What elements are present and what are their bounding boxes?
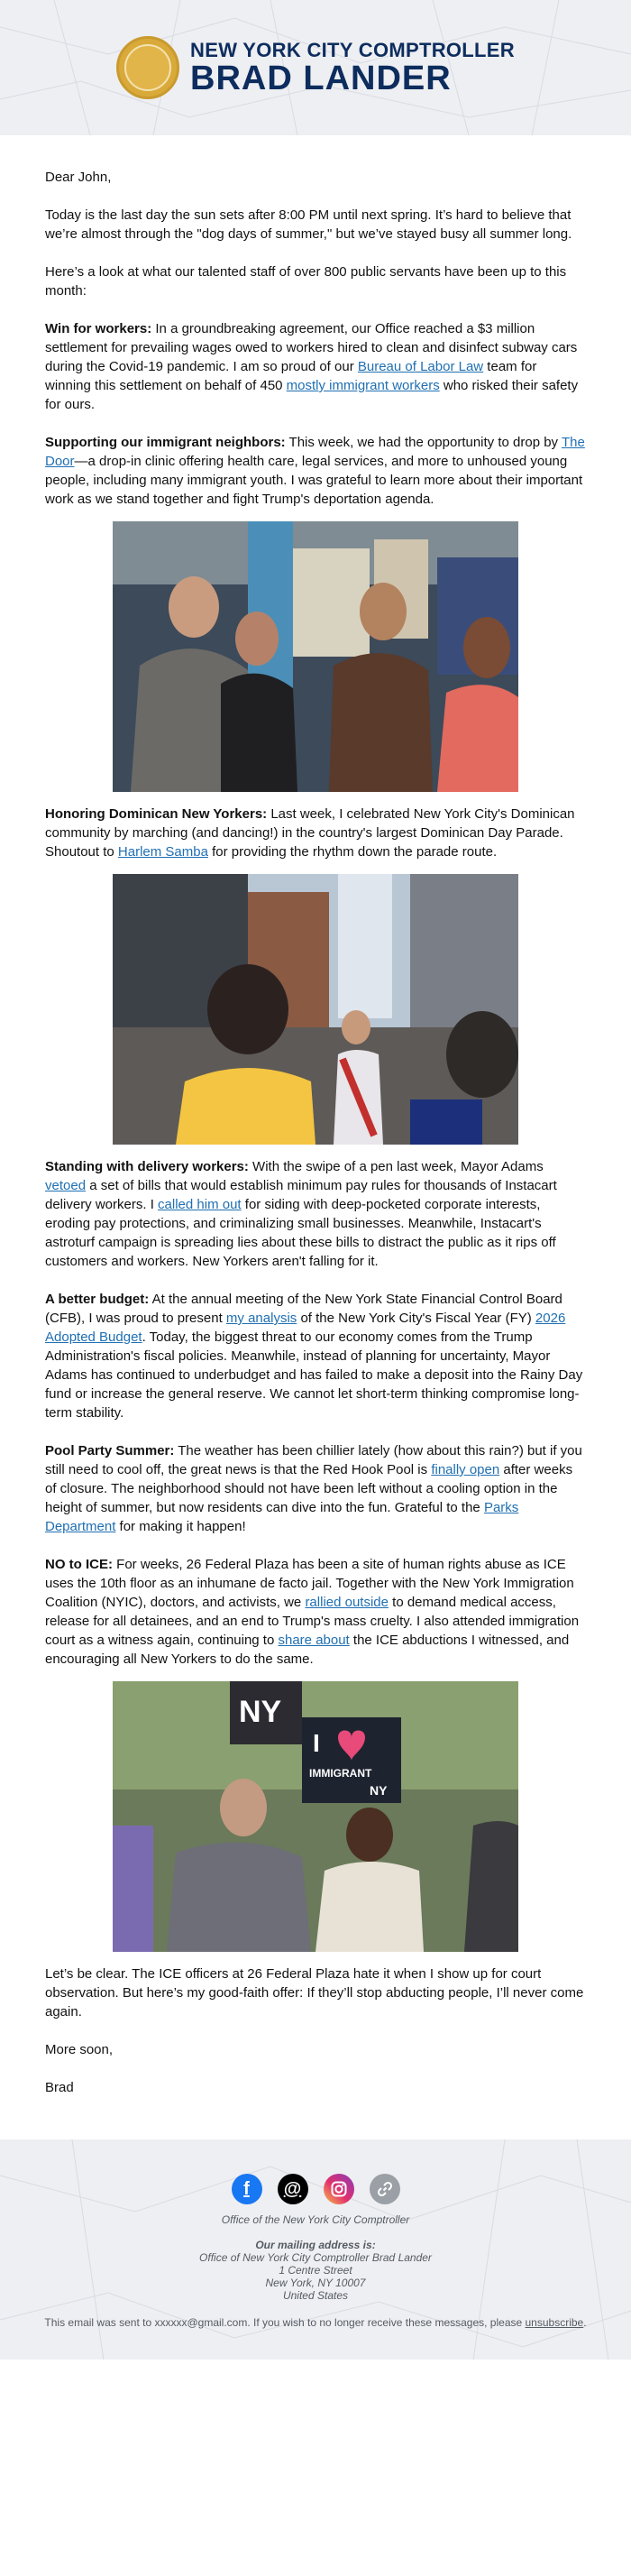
budget-paragraph (45, 1290, 586, 1422)
budget-text: of the New York City's Fiscal Year (FY) (297, 1311, 535, 1326)
rallied-outside-link[interactable]: rallied outside (305, 1595, 389, 1610)
ice-text: the ICE abductions I witnessed, and encouraging all New Yorkers to do the same. (45, 1633, 570, 1667)
ice-paragraph (45, 1555, 586, 1669)
footer-address-line: Office of New York City Comptroller Brad Lander (199, 2251, 432, 2264)
nyc-seal-logo (116, 36, 179, 99)
bureau-of-labor-law-link[interactable]: Bureau of Labor Law (357, 359, 484, 374)
dominican-paragraph (45, 805, 586, 861)
intro-paragraph-1: Today is the last day the sun sets after 8:00 PM until next spring. It’s hard to believe that we’re almost through the "dog days of summer," but we’ve stayed busy all summer long. (45, 207, 572, 242)
vetoed-link[interactable]: vetoed (45, 1178, 87, 1193)
pool-heading: Pool Party Summer: (45, 1443, 175, 1458)
parks-department-link[interactable]: Parks Department (45, 1500, 519, 1534)
footer-address-line: New York, NY 10007 (265, 2277, 366, 2289)
dominican-heading: Honoring Dominican New Yorkers: (45, 806, 268, 822)
my-analysis-link[interactable]: my analysis (225, 1311, 297, 1326)
unsubscribe-notice-end: . (583, 2316, 587, 2329)
delivery-text: With the swipe of a pen last week, Mayor Adams (248, 1159, 544, 1174)
delivery-heading: Standing with delivery workers: (45, 1159, 249, 1174)
email-header (0, 0, 631, 135)
greeting: Dear John, (45, 170, 112, 185)
immigrant-paragraph (45, 433, 586, 509)
photo-dominican-parade (113, 874, 518, 1145)
header-title-top: NEW YORK CITY COMPTROLLER (190, 39, 515, 61)
photo-federal-plaza-rally (113, 1681, 518, 1952)
budget-text: . Today, the biggest threat to our economy comes from the Trump Administration's fiscal policies. Meanwhile, instead of planning for uncertainty, Mayor Adams has continued to underbudget and has failed to make a deposit into the Rainy Day fund or increase the general reserve. We cannot let short-term thinking compromise long-term stability. (45, 1329, 583, 1421)
rally-sign-ny-text: NY (239, 1695, 282, 1729)
pool-paragraph (45, 1441, 586, 1536)
delivery-text: for siding with deep-pocketed corporate interests, eroding pay protections, and criminalizing small businesses. Meanwhile, Instacart's astroturf campaign is spreading lies about these bills to distract the public as it rips off customers and workers. New Yorkers aren't falling for it. (45, 1197, 556, 1269)
signature: Brad (45, 2080, 74, 2095)
closing-paragraph-1: Let’s be clear. The ICE officers at 26 Federal Plaza hate it when I show up for court observation. But here’s my good-faith offer: If they’ll stop abducting people, I’ll never come again. (45, 1966, 584, 2019)
pool-text: for making it happen! (115, 1519, 246, 1534)
pool-text: after weeks of closure. The neighborhood should not have been left without a cooling option in the height of summer, but now residents can dive into the fun. Grateful to the (45, 1462, 573, 1515)
rally-sign-i-text: I (313, 1729, 320, 1757)
footer-address-line: 1 Centre Street (279, 2264, 352, 2277)
email-footer (0, 2139, 631, 2360)
footer-office-name: Office of the New York City Comptroller (221, 2213, 410, 2226)
immigrant-text: —a drop-in clinic offering health care, legal services, and more to unhoused young people, including many immigrant youth. I was grateful to learn more about their important work as we stand together and fight Trump's deportation agenda. (45, 454, 583, 507)
immigrant-heading: Supporting our immigrant neighbors: (45, 435, 286, 450)
workers-text: team for winning this settlement on behalf of 450 (45, 359, 537, 393)
photo-the-door-visit (113, 521, 518, 792)
threads-icon[interactable]: @ (278, 2174, 308, 2204)
workers-paragraph (45, 319, 586, 414)
header-title-name: BRAD LANDER (190, 60, 452, 97)
footer-unsubscribe-text (36, 2316, 595, 2329)
workers-heading: Win for workers: (45, 321, 152, 336)
intro-paragraph-2: Here’s a look at what our talented staff of over 800 public servants have been up to this month: (45, 264, 567, 299)
rally-sign-ny2-text: NY (370, 1783, 388, 1798)
unsubscribe-link[interactable]: unsubscribe (525, 2316, 584, 2329)
closing-paragraph-2: More soon, (45, 2042, 114, 2057)
workers-text: In a groundbreaking agreement, our Office reached a $3 million settlement for prevailing wages owed to workers hired to clean and disinfect subway cars during the Covid-19 pandemic. I am so proud of our (45, 321, 578, 374)
link-icon[interactable] (370, 2174, 400, 2204)
footer-address-line: United States (282, 2289, 349, 2302)
footer-mailing-label: Our mailing address is: (255, 2239, 376, 2251)
ice-text: For weeks, 26 Federal Plaza has been a site of human rights abuse as ICE uses the 10th floor as an inhumane de facto jail. Together with the New York Immigration Coalition (NYIC), doctors, and activists, we (45, 1557, 574, 1610)
immigrant-workers-link[interactable]: mostly immigrant workers (286, 378, 440, 393)
ice-heading: NO to ICE: (45, 1557, 113, 1572)
immigrant-text: This week, we had the opportunity to drop by (285, 435, 562, 450)
email-body (0, 135, 631, 2125)
harlem-samba-link[interactable]: Harlem Samba (117, 844, 208, 860)
facebook-icon[interactable]: f (232, 2174, 262, 2204)
workers-text: who risked their safety for ours. (45, 378, 579, 412)
instagram-icon[interactable] (324, 2174, 354, 2204)
the-door-link[interactable]: The Door (45, 435, 585, 469)
social-links (36, 2174, 595, 2204)
budget-heading: A better budget: (45, 1292, 150, 1307)
budget-text: At the annual meeting of the New York State Financial Control Board (CFB), I was proud to present (45, 1292, 562, 1326)
adopted-budget-link[interactable]: 2026 Adopted Budget (45, 1311, 566, 1345)
delivery-text: a set of bills that would establish minimum pay rules for thousands of Instacart delivery workers. I (45, 1178, 557, 1212)
pool-text: The weather has been chillier lately (how about this rain?) but if you still need to cool off, the great news is that the Red Hook Pool is (45, 1443, 582, 1477)
share-about-link[interactable]: share about (278, 1633, 350, 1648)
unsubscribe-notice: This email was sent to xxxxxx@gmail.com. If you wish to no longer receive these messages, please (44, 2316, 526, 2329)
dominican-text: for providing the rhythm down the parade route. (207, 844, 498, 860)
finally-open-link[interactable]: finally open (431, 1462, 500, 1477)
called-him-out-link[interactable]: called him out (158, 1197, 242, 1212)
rally-sign-immigrant-text: IMMIGRANT (309, 1767, 372, 1780)
delivery-paragraph (45, 1157, 586, 1271)
ice-text: to demand medical access, release for all detainees, and an end to Trump's mass cruelty. I also attended immigration court as a witness again, continuing to (45, 1595, 580, 1648)
dominican-text: Last week, I celebrated New York City's Dominican community by marching (and dancing!) in the country's largest Dominican Day Parade. Shoutout to (45, 806, 575, 860)
